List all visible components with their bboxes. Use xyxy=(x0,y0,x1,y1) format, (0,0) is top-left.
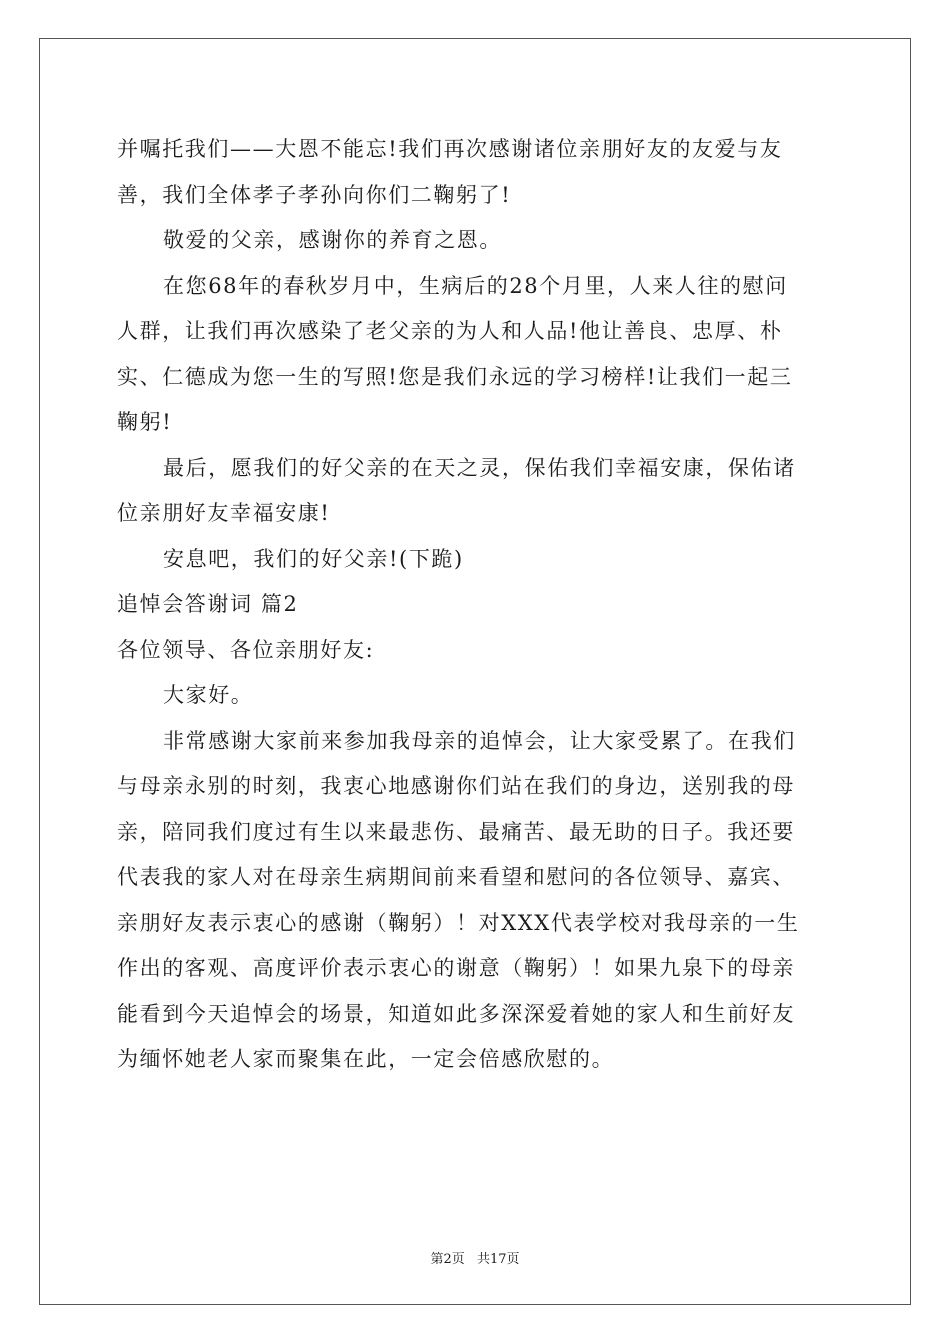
text-line: 鞠躬! xyxy=(117,410,173,434)
document-body xyxy=(117,127,837,1083)
text-line: 追悼会答谢词 篇2 xyxy=(117,592,299,616)
page-footer xyxy=(0,1248,950,1267)
text-line: 位亲朋好友幸福安康! xyxy=(117,501,331,525)
text-line: 善，我们全体孝子孝孙向你们二鞠躬了! xyxy=(117,182,512,207)
text-line: 作出的客观、高度评价表示衷心的谢意（鞠躬）！如果九泉下的母亲 xyxy=(117,956,795,980)
text-line: 大家好。 xyxy=(163,683,254,707)
text-line: 并嘱托我们——大恩不能忘!我们再次感谢诸位亲朋好友的友爱与友 xyxy=(117,137,783,161)
total-pages: 共17页 xyxy=(476,1252,520,1267)
text-line: 非常感谢大家前来参加我母亲的追悼会，让大家受累了。在我们 xyxy=(163,728,796,753)
text-line: 能看到今天追悼会的场景，知道如此多深深爱着她的家人和生前好友 xyxy=(117,1001,795,1026)
text-line: 为缅怀她老人家而聚集在此，一定会倍感欣慰的。 xyxy=(117,1047,615,1071)
text-line: 与母亲永别的时刻，我衷心地感谢你们站在我们的身边，送别我的母 xyxy=(117,774,795,798)
text-line: 在您68年的春秋岁月中，生病后的28个月里，人来人往的慰问 xyxy=(163,273,788,298)
text-line: 亲，陪同我们度过有生以来最悲伤、最痛苦、最无助的日子。我还要 xyxy=(117,819,795,844)
text-line: 最后，愿我们的好父亲的在天之灵，保佑我们幸福安康，保佑诸 xyxy=(163,455,796,480)
text-line: 实、仁德成为您一生的写照!您是我们永远的学习榜样!让我们一起三 xyxy=(117,364,793,389)
text-line: 敬爱的父亲，感谢你的养育之恩。 xyxy=(163,228,502,252)
text-line: 亲朋好友表示衷心的感谢（鞠躬）！对XXX代表学校对我母亲的一生 xyxy=(117,910,800,935)
text-line: 安息吧，我们的好父亲!(下跪) xyxy=(163,546,464,571)
text-line: 代表我的家人对在母亲生病期间前来看望和慰问的各位领导、嘉宾、 xyxy=(117,865,795,889)
page-number: 第2页 xyxy=(430,1252,465,1267)
text-line: 各位领导、各位亲朋好友: xyxy=(117,637,375,662)
text-line: 人群，让我们再次感染了老父亲的为人和人品!他让善良、忠厚、朴 xyxy=(117,319,783,343)
